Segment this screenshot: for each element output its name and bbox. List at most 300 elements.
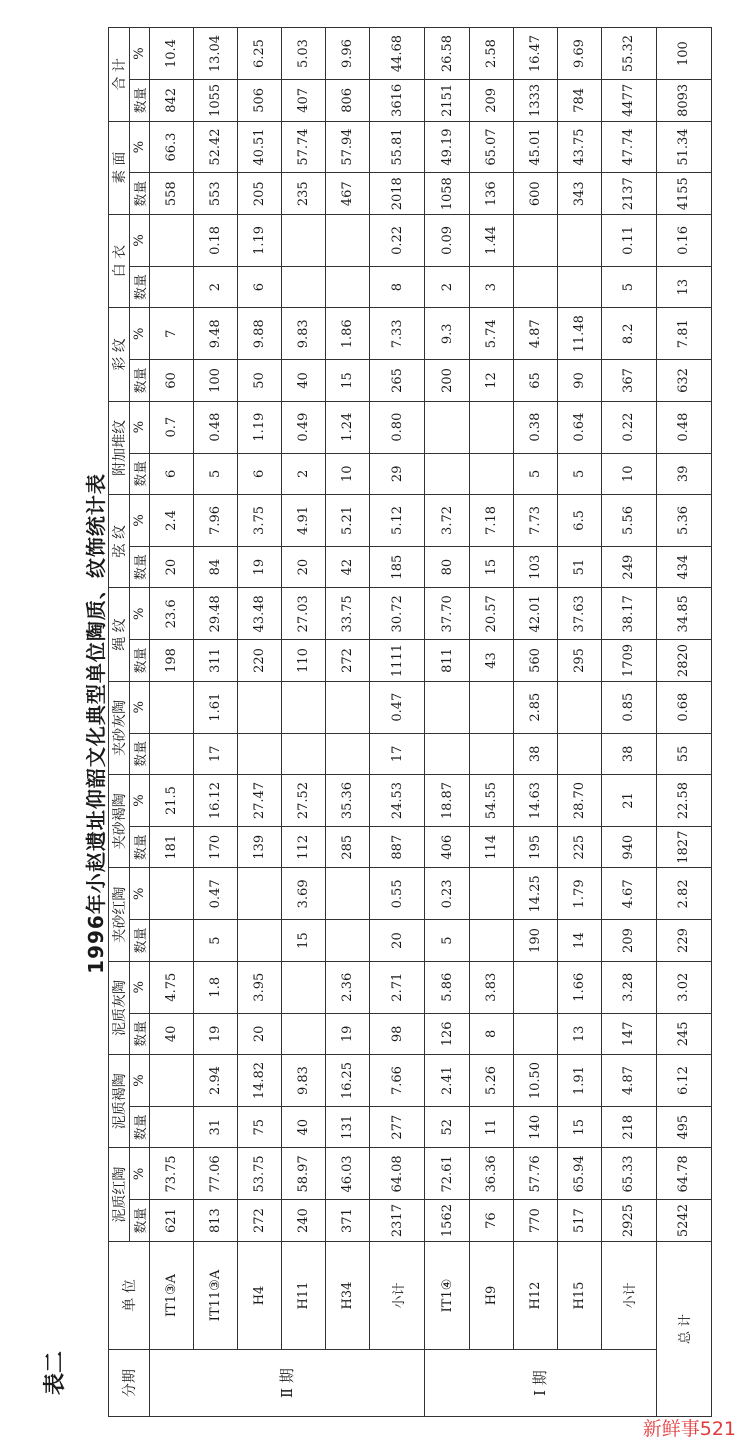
count-cell: 560 (513, 640, 557, 681)
percent-cell: 58.97 (282, 1148, 326, 1200)
count-cell: 784 (557, 80, 601, 121)
table-row (238, 28, 282, 1417)
table-row (326, 28, 370, 1417)
percent-cell: 0.38 (513, 401, 557, 453)
percent-cell: 53.75 (238, 1148, 282, 1200)
percent-cell (326, 681, 370, 733)
percent-cell: 52.42 (194, 121, 238, 173)
percent-cell: 0.7 (150, 401, 194, 453)
count-cell: 90 (557, 360, 601, 401)
total-row (656, 28, 711, 1417)
percent-cell (425, 681, 469, 733)
count-cell: 343 (557, 173, 601, 214)
count-cell: 38 (601, 733, 656, 774)
percent-cell: 7.96 (194, 495, 238, 547)
percent-cell: 4.87 (513, 308, 557, 360)
percent-cell: 0.11 (601, 214, 656, 266)
total-count-cell: 434 (656, 546, 711, 587)
percent-cell: 8.2 (601, 308, 656, 360)
count-cell: 1058 (425, 173, 469, 214)
percent-cell: 10.50 (513, 1055, 557, 1107)
percent-cell (469, 868, 513, 920)
table-row (425, 28, 469, 1417)
header-percent: % (130, 495, 150, 547)
count-cell: 181 (150, 826, 194, 867)
unit-cell: H15 (557, 1241, 601, 1349)
unit-cell: ⅠT1③A (150, 1241, 194, 1349)
percent-cell (513, 214, 557, 266)
header-count: 数量 (130, 640, 150, 681)
total-count-cell: 39 (656, 453, 711, 494)
count-cell: 240 (282, 1200, 326, 1241)
percent-cell: 0.80 (370, 401, 425, 453)
total-label: 总 计 (656, 1241, 711, 1416)
percent-cell: 33.75 (326, 588, 370, 640)
count-cell (513, 266, 557, 307)
percent-cell: 1.19 (238, 214, 282, 266)
percent-cell: 0.85 (601, 681, 656, 733)
count-cell: 10 (601, 453, 656, 494)
count-cell (282, 266, 326, 307)
count-cell: 1709 (601, 640, 656, 681)
percent-cell (469, 401, 513, 453)
count-cell: 50 (238, 360, 282, 401)
count-cell: 19 (326, 1013, 370, 1054)
percent-cell: 11.48 (557, 308, 601, 360)
header-count: 数量 (130, 360, 150, 401)
table-label: 表二 (43, 1350, 68, 1395)
header-group: 合 计 (109, 28, 130, 122)
total-count-cell: 1827 (656, 826, 711, 867)
header-count: 数量 (130, 1106, 150, 1147)
count-cell: 467 (326, 173, 370, 214)
count-cell: 218 (601, 1106, 656, 1147)
percent-cell: 6.25 (238, 28, 282, 80)
count-cell: 407 (282, 80, 326, 121)
percent-cell: 21 (601, 775, 656, 827)
total-percent-cell: 3.02 (656, 961, 711, 1013)
percent-cell: 42.01 (513, 588, 557, 640)
header-count: 数量 (130, 920, 150, 961)
count-cell: 5 (601, 266, 656, 307)
count-cell: 15 (557, 1106, 601, 1147)
header-row-subheads (130, 28, 150, 1417)
count-cell: 8 (469, 1013, 513, 1054)
percent-cell: 29.48 (194, 588, 238, 640)
total-percent-cell: 7.81 (656, 308, 711, 360)
table-body (150, 28, 712, 1417)
percent-cell: 45.01 (513, 121, 557, 173)
header-count: 数量 (130, 80, 150, 121)
percent-cell: 3.83 (469, 961, 513, 1013)
percent-cell: 65.33 (601, 1148, 656, 1200)
percent-cell: 0.64 (557, 401, 601, 453)
header-group: 泥质褐陶 (109, 1055, 130, 1148)
count-cell: 3616 (370, 80, 425, 121)
count-cell: 114 (469, 826, 513, 867)
count-cell: 2018 (370, 173, 425, 214)
table-row (370, 28, 425, 1417)
total-count-cell: 8093 (656, 80, 711, 121)
count-cell: 11 (469, 1106, 513, 1147)
percent-cell: 0.47 (194, 868, 238, 920)
percent-cell: 30.72 (370, 588, 425, 640)
total-count-cell: 245 (656, 1013, 711, 1054)
count-cell: 813 (194, 1200, 238, 1241)
count-cell (425, 453, 469, 494)
percent-cell: 40.51 (238, 121, 282, 173)
percent-cell (282, 214, 326, 266)
count-cell: 235 (282, 173, 326, 214)
count-cell: 811 (425, 640, 469, 681)
count-cell (469, 733, 513, 774)
count-cell: 147 (601, 1013, 656, 1054)
count-cell: 2151 (425, 80, 469, 121)
count-cell: 2925 (601, 1200, 656, 1241)
count-cell: 2 (425, 266, 469, 307)
header-count: 数量 (130, 453, 150, 494)
count-cell: 19 (238, 546, 282, 587)
count-cell: 6 (150, 453, 194, 494)
percent-cell: 1.66 (557, 961, 601, 1013)
count-cell (326, 920, 370, 961)
count-cell: 12 (469, 360, 513, 401)
percent-cell: 66.3 (150, 121, 194, 173)
percent-cell: 20.57 (469, 588, 513, 640)
percent-cell: 21.5 (150, 775, 194, 827)
count-cell: 1333 (513, 80, 557, 121)
percent-cell: 10.4 (150, 28, 194, 80)
percent-cell: 9.69 (557, 28, 601, 80)
percent-cell: 13.04 (194, 28, 238, 80)
unit-cell: H4 (238, 1241, 282, 1349)
percent-cell: 2.71 (370, 961, 425, 1013)
count-cell: 98 (370, 1013, 425, 1054)
percent-cell: 9.88 (238, 308, 282, 360)
percent-cell: 9.96 (326, 28, 370, 80)
table-row (282, 28, 326, 1417)
header-count: 数量 (130, 826, 150, 867)
total-count-cell: 13 (656, 266, 711, 307)
percent-cell: 27.03 (282, 588, 326, 640)
count-cell: 200 (425, 360, 469, 401)
count-cell: 940 (601, 826, 656, 867)
percent-cell: 5.12 (370, 495, 425, 547)
percent-cell: 1.44 (469, 214, 513, 266)
percent-cell (238, 868, 282, 920)
count-cell: 17 (370, 733, 425, 774)
percent-cell: 1.79 (557, 868, 601, 920)
percent-cell: 47.74 (601, 121, 656, 173)
percent-cell (326, 214, 370, 266)
table-title: 1996年小赵遗址仰韶文化典型单位陶质、纹饰统计表 (84, 473, 108, 974)
percent-cell: 4.91 (282, 495, 326, 547)
total-count-cell: 5242 (656, 1200, 711, 1241)
percent-cell: 2.41 (425, 1055, 469, 1107)
header-count: 数量 (130, 733, 150, 774)
count-cell (150, 733, 194, 774)
header-group: 彩 纹 (109, 308, 130, 401)
count-cell: 170 (194, 826, 238, 867)
percent-cell: 9.3 (425, 308, 469, 360)
count-cell: 2 (194, 266, 238, 307)
period-cell: Ⅱ 期 (150, 1350, 425, 1417)
percent-cell: 44.68 (370, 28, 425, 80)
percent-cell: 49.19 (425, 121, 469, 173)
table-row (194, 28, 238, 1417)
header-row-groups (109, 28, 130, 1417)
count-cell: 3 (469, 266, 513, 307)
total-percent-cell: 100 (656, 28, 711, 80)
total-count-cell: 632 (656, 360, 711, 401)
percent-cell: 57.76 (513, 1148, 557, 1200)
count-cell: 40 (150, 1013, 194, 1054)
table-row (513, 28, 557, 1417)
count-cell: 887 (370, 826, 425, 867)
count-cell: 285 (326, 826, 370, 867)
percent-cell: 3.28 (601, 961, 656, 1013)
total-percent-cell: 5.36 (656, 495, 711, 547)
count-cell: 842 (150, 80, 194, 121)
percent-cell (282, 961, 326, 1013)
percent-cell (326, 868, 370, 920)
total-count-cell: 4155 (656, 173, 711, 214)
percent-cell: 9.83 (282, 308, 326, 360)
percent-cell: 65.07 (469, 121, 513, 173)
header-percent: % (130, 961, 150, 1013)
header-percent: % (130, 681, 150, 733)
unit-cell: ⅠT1④ (425, 1241, 469, 1349)
percent-cell: 5.74 (469, 308, 513, 360)
percent-cell: 57.74 (282, 121, 326, 173)
header-group: 弦 纹 (109, 495, 130, 588)
header-percent: % (130, 868, 150, 920)
count-cell: 110 (282, 640, 326, 681)
count-cell: 185 (370, 546, 425, 587)
count-cell: 103 (513, 546, 557, 587)
percent-cell: 38.17 (601, 588, 656, 640)
count-cell: 220 (238, 640, 282, 681)
count-cell: 5 (194, 453, 238, 494)
percent-cell: 43.75 (557, 121, 601, 173)
count-cell: 140 (513, 1106, 557, 1147)
percent-cell: 9.83 (282, 1055, 326, 1107)
count-cell: 506 (238, 80, 282, 121)
percent-cell: 2.94 (194, 1055, 238, 1107)
count-cell: 5 (557, 453, 601, 494)
count-cell: 600 (513, 173, 557, 214)
count-cell (238, 920, 282, 961)
header-group: 夹砂褐陶 (109, 775, 130, 868)
percent-cell: 7.66 (370, 1055, 425, 1107)
total-count-cell: 55 (656, 733, 711, 774)
unit-cell: 小计 (601, 1241, 656, 1349)
count-cell: 272 (326, 640, 370, 681)
percent-cell: 27.47 (238, 775, 282, 827)
percent-cell: 9.48 (194, 308, 238, 360)
unit-cell: H9 (469, 1241, 513, 1349)
count-cell: 20 (150, 546, 194, 587)
header-count: 数量 (130, 1013, 150, 1054)
percent-cell: 1.24 (326, 401, 370, 453)
count-cell: 272 (238, 1200, 282, 1241)
percent-cell: 2.85 (513, 681, 557, 733)
count-cell: 6 (238, 266, 282, 307)
count-cell: 225 (557, 826, 601, 867)
total-percent-cell: 64.78 (656, 1148, 711, 1200)
count-cell: 15 (326, 360, 370, 401)
percent-cell: 57.94 (326, 121, 370, 173)
count-cell: 5 (194, 920, 238, 961)
count-cell (425, 733, 469, 774)
total-percent-cell: 51.34 (656, 121, 711, 173)
percent-cell: 24.53 (370, 775, 425, 827)
percent-cell: 16.25 (326, 1055, 370, 1107)
count-cell: 209 (601, 920, 656, 961)
unit-cell: 小计 (370, 1241, 425, 1349)
count-cell: 15 (282, 920, 326, 961)
count-cell: 20 (370, 920, 425, 961)
percent-cell: 0.18 (194, 214, 238, 266)
count-cell: 131 (326, 1106, 370, 1147)
percent-cell: 14.25 (513, 868, 557, 920)
percent-cell: 16.47 (513, 28, 557, 80)
header-count: 数量 (130, 546, 150, 587)
count-cell (513, 1013, 557, 1054)
percent-cell: 7 (150, 308, 194, 360)
header-count: 数量 (130, 266, 150, 307)
percent-cell (513, 961, 557, 1013)
percent-cell: 2.58 (469, 28, 513, 80)
percent-cell (425, 401, 469, 453)
percent-cell: 77.06 (194, 1148, 238, 1200)
total-percent-cell: 6.12 (656, 1055, 711, 1107)
percent-cell: 27.52 (282, 775, 326, 827)
count-cell: 8 (370, 266, 425, 307)
count-cell (282, 1013, 326, 1054)
count-cell: 2 (282, 453, 326, 494)
percent-cell: 16.12 (194, 775, 238, 827)
count-cell: 112 (282, 826, 326, 867)
percent-cell: 5.21 (326, 495, 370, 547)
percent-cell: 4.67 (601, 868, 656, 920)
percent-cell: 55.81 (370, 121, 425, 173)
percent-cell: 5.56 (601, 495, 656, 547)
count-cell: 205 (238, 173, 282, 214)
count-cell: 190 (513, 920, 557, 961)
header-group: 附加堆纹 (109, 401, 130, 494)
header-percent: % (130, 121, 150, 173)
count-cell: 265 (370, 360, 425, 401)
count-cell (326, 266, 370, 307)
percent-cell: 7.73 (513, 495, 557, 547)
count-cell (557, 733, 601, 774)
header-percent: % (130, 28, 150, 80)
percent-cell: 5.86 (425, 961, 469, 1013)
percent-cell: 6.5 (557, 495, 601, 547)
total-count-cell: 2820 (656, 640, 711, 681)
percent-cell: 46.03 (326, 1148, 370, 1200)
count-cell: 60 (150, 360, 194, 401)
header-unit: 单 位 (109, 1241, 150, 1349)
count-cell: 13 (557, 1013, 601, 1054)
percent-cell (238, 681, 282, 733)
count-cell: 311 (194, 640, 238, 681)
count-cell (238, 733, 282, 774)
count-cell: 80 (425, 546, 469, 587)
count-cell: 5 (425, 920, 469, 961)
percent-cell: 1.8 (194, 961, 238, 1013)
percent-cell: 4.87 (601, 1055, 656, 1107)
percent-cell: 0.22 (601, 401, 656, 453)
count-cell: 367 (601, 360, 656, 401)
total-percent-cell: 0.48 (656, 401, 711, 453)
total-count-cell: 229 (656, 920, 711, 961)
watermark: 新鲜事521 (642, 1418, 736, 1440)
count-cell: 43 (469, 640, 513, 681)
count-cell: 5 (513, 453, 557, 494)
count-cell: 6 (238, 453, 282, 494)
percent-cell: 26.58 (425, 28, 469, 80)
header-count: 数量 (130, 173, 150, 214)
unit-cell: H34 (326, 1241, 370, 1349)
count-cell: 14 (557, 920, 601, 961)
count-cell: 19 (194, 1013, 238, 1054)
count-cell: 84 (194, 546, 238, 587)
count-cell: 29 (370, 453, 425, 494)
percent-cell: 23.6 (150, 588, 194, 640)
percent-cell (150, 214, 194, 266)
total-percent-cell: 34.85 (656, 588, 711, 640)
count-cell: 65 (513, 360, 557, 401)
header-period: 分期 (109, 1350, 150, 1417)
count-cell: 52 (425, 1106, 469, 1147)
header-group: 夹砂灰陶 (109, 681, 130, 774)
count-cell: 806 (326, 80, 370, 121)
percent-cell: 1.91 (557, 1055, 601, 1107)
count-cell: 40 (282, 1106, 326, 1147)
count-cell: 2137 (601, 173, 656, 214)
percent-cell: 5.26 (469, 1055, 513, 1107)
count-cell: 406 (425, 826, 469, 867)
percent-cell: 2.36 (326, 961, 370, 1013)
header-count: 数量 (130, 1200, 150, 1241)
count-cell: 76 (469, 1200, 513, 1241)
count-cell: 621 (150, 1200, 194, 1241)
count-cell (150, 1106, 194, 1147)
percent-cell: 55.32 (601, 28, 656, 80)
percent-cell: 3.69 (282, 868, 326, 920)
percent-cell: 3.95 (238, 961, 282, 1013)
header-percent: % (130, 308, 150, 360)
header-group: 泥质红陶 (109, 1148, 130, 1241)
count-cell: 209 (469, 80, 513, 121)
percent-cell (150, 868, 194, 920)
header-percent: % (130, 775, 150, 827)
count-cell: 295 (557, 640, 601, 681)
count-cell: 15 (469, 546, 513, 587)
unit-cell: H11 (282, 1241, 326, 1349)
count-cell: 1055 (194, 80, 238, 121)
percent-cell: 35.36 (326, 775, 370, 827)
count-cell (469, 453, 513, 494)
table-row (601, 28, 656, 1417)
total-percent-cell: 22.58 (656, 775, 711, 827)
count-cell: 553 (194, 173, 238, 214)
header-percent: % (130, 1055, 150, 1107)
count-cell: 277 (370, 1106, 425, 1147)
percent-cell (150, 1055, 194, 1107)
